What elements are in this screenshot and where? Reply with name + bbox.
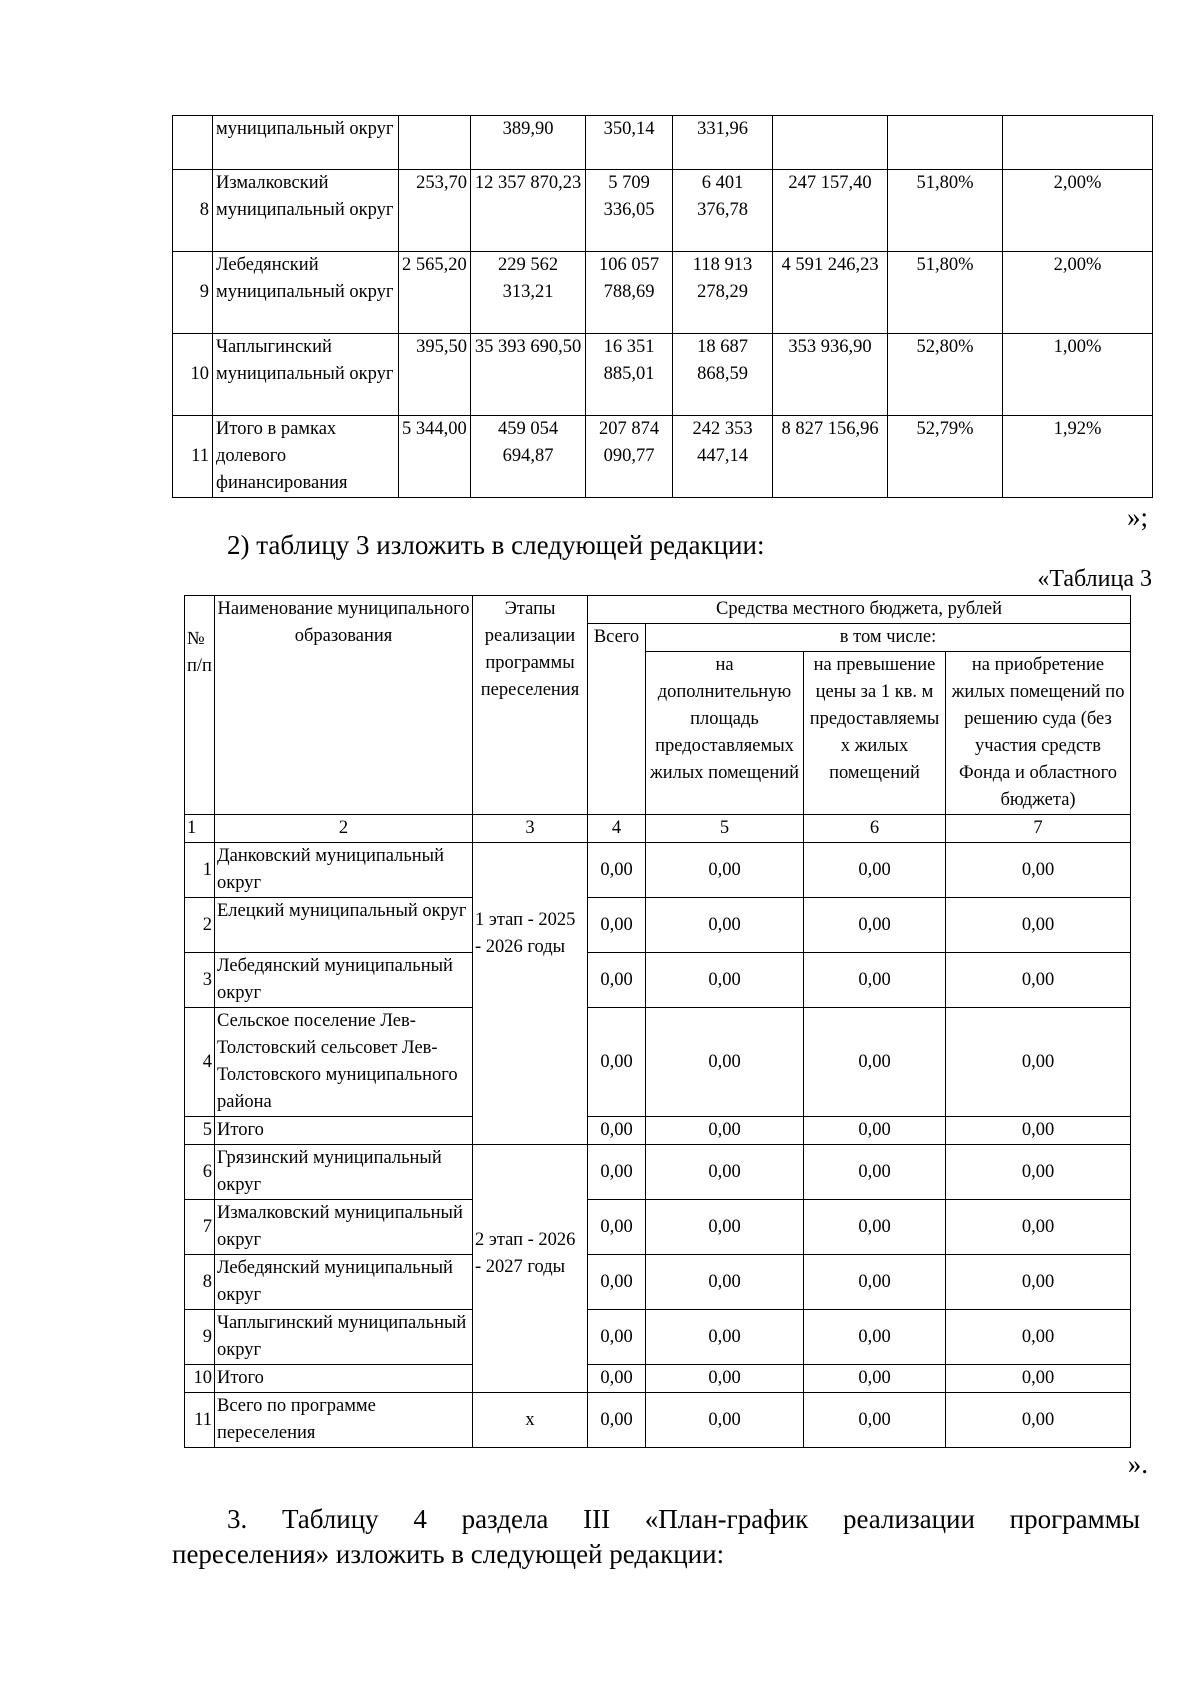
- header-total: Всего: [588, 624, 646, 815]
- municipality-name: Итого: [215, 1365, 473, 1393]
- col7-value: 0,00: [946, 843, 1131, 898]
- col7-value: 0,00: [946, 1008, 1131, 1117]
- total-value: 0,00: [588, 1255, 646, 1310]
- local-value: 353 936,90: [773, 334, 888, 416]
- col5-value: 0,00: [646, 843, 804, 898]
- regional-value: 242 353 447,14: [673, 416, 773, 498]
- table-header-row: [185, 596, 1131, 624]
- para3-word: 3.: [227, 1504, 248, 1534]
- total-value: 0,00: [588, 1008, 646, 1117]
- table-row: [185, 1117, 1131, 1145]
- area-value: 2 565,20: [399, 252, 471, 334]
- para3-word: реализации: [842, 1504, 975, 1534]
- percent-value: 1,92%: [1003, 416, 1153, 498]
- total-value: 0,00: [588, 1200, 646, 1255]
- percent-value: 1,00%: [1003, 334, 1153, 416]
- col6-value: 0,00: [804, 1008, 946, 1117]
- col7-value: 0,00: [946, 1145, 1131, 1200]
- area-value: 253,70: [399, 170, 471, 252]
- total-value: 0,00: [588, 1365, 646, 1393]
- col5-value: 0,00: [646, 1393, 804, 1448]
- percent-value: 2,00%: [1003, 252, 1153, 334]
- municipality-name: Лебедянский муниципальный округ: [213, 252, 399, 334]
- regional-value: 18 687 868,59: [673, 334, 773, 416]
- local-value: 247 157,40: [773, 170, 888, 252]
- table-row: [185, 1200, 1131, 1255]
- table-row: [185, 1255, 1131, 1310]
- municipality-name: Лебедянский муниципальный округ: [215, 953, 473, 1008]
- fund-value: 106 057 788,69: [586, 252, 673, 334]
- header-col5: на дополнительную площадь предоставляемых жилых помещений: [646, 652, 804, 815]
- area-value: 5 344,00: [399, 416, 471, 498]
- fund-value: 207 874 090,77: [586, 416, 673, 498]
- colnum: 2: [215, 815, 473, 843]
- row-number: 11: [185, 1393, 215, 1448]
- table-row: [173, 252, 1153, 334]
- col5-value: 0,00: [646, 1145, 804, 1200]
- colnum: 3: [473, 815, 588, 843]
- total-cost-value: 12 357 870,23: [471, 170, 586, 252]
- col6-value: 0,00: [804, 1393, 946, 1448]
- total-value: 0,00: [588, 1117, 646, 1145]
- col6-value: 0,00: [804, 953, 946, 1008]
- municipality-name: Измалковский муниципальный округ: [215, 1200, 473, 1255]
- row-number: 3: [185, 953, 215, 1008]
- col6-value: 0,00: [804, 843, 946, 898]
- total-value: 0,00: [588, 1310, 646, 1365]
- row-number: 8: [185, 1255, 215, 1310]
- percent-value: [888, 116, 1003, 170]
- table-row: [185, 1145, 1131, 1200]
- para3-word: раздела: [461, 1504, 549, 1534]
- table-row: [173, 170, 1153, 252]
- municipality-name: Грязинский муниципальный округ: [215, 1145, 473, 1200]
- row-number: 9: [173, 252, 213, 334]
- total-cost-value: 459 054 694,87: [471, 416, 586, 498]
- percent-value: 51,80%: [888, 170, 1003, 252]
- col6-value: 0,00: [804, 1200, 946, 1255]
- header-funds: Средства местного бюджета, рублей: [588, 596, 1131, 624]
- para3-word: программы: [1009, 1504, 1140, 1534]
- col7-value: 0,00: [946, 1393, 1131, 1448]
- column-number-row: [185, 815, 1131, 843]
- colnum: 5: [646, 815, 804, 843]
- local-value: [773, 116, 888, 170]
- table-row: [185, 953, 1131, 1008]
- col7-value: 0,00: [946, 953, 1131, 1008]
- municipality-name: Итого: [215, 1117, 473, 1145]
- percent-value: 52,80%: [888, 334, 1003, 416]
- col6-value: 0,00: [804, 898, 946, 953]
- municipality-name: муниципальный округ: [213, 116, 399, 170]
- col5-value: 0,00: [646, 1117, 804, 1145]
- percent-value: 2,00%: [1003, 170, 1153, 252]
- col6-value: 0,00: [804, 1145, 946, 1200]
- col7-value: 0,00: [946, 898, 1131, 953]
- municipality-name: Данковский муниципальный округ: [215, 843, 473, 898]
- area-value: [399, 116, 471, 170]
- row-number: 7: [185, 1200, 215, 1255]
- para3-word: Таблицу: [281, 1504, 379, 1534]
- fund-value: 5 709 336,05: [586, 170, 673, 252]
- total-value: 0,00: [588, 1393, 646, 1448]
- paragraph-2: 2) таблицу 3 изложить в следующей редакции:: [227, 530, 765, 560]
- para3-word: III: [583, 1504, 611, 1534]
- stage-cell: 1 этап - 2025 - 2026 годы: [473, 843, 588, 1145]
- regional-value: 118 913 278,29: [673, 252, 773, 334]
- header-col6: на превышение цены за 1 кв. м предоставляемы х жилых помещений: [804, 652, 946, 815]
- col5-value: 0,00: [646, 1200, 804, 1255]
- colnum: 4: [588, 815, 646, 843]
- percent-value: 52,79%: [888, 416, 1003, 498]
- total-value: 0,00: [588, 1145, 646, 1200]
- col6-value: 0,00: [804, 1117, 946, 1145]
- funding-table-continuation: [172, 115, 1153, 498]
- row-number: 1: [185, 843, 215, 898]
- total-value: 0,00: [588, 898, 646, 953]
- municipality-name: Измалковский муниципальный округ: [213, 170, 399, 252]
- col5-value: 0,00: [646, 1255, 804, 1310]
- fund-value: 350,14: [586, 116, 673, 170]
- row-number: 10: [185, 1365, 215, 1393]
- row-number: 9: [185, 1310, 215, 1365]
- row-number: 10: [173, 334, 213, 416]
- paragraph-3-line-2: переселения» изложить в следующей редакции:: [172, 1539, 725, 1569]
- row-number: 11: [173, 416, 213, 498]
- table-row: [173, 116, 1153, 170]
- header-including: в том числе:: [646, 624, 1131, 652]
- col5-value: 0,00: [646, 1008, 804, 1117]
- municipality-name: Всего по программе переселения: [215, 1393, 473, 1448]
- header-num: № п/п: [185, 596, 215, 815]
- closing-quote: »;: [1126, 502, 1148, 532]
- local-budget-table: [184, 595, 1131, 1448]
- col7-value: 0,00: [946, 1365, 1131, 1393]
- closing-quote: ».: [1127, 1449, 1148, 1479]
- table-row: [173, 416, 1153, 498]
- table-row: [185, 1008, 1131, 1117]
- header-name: Наименование муниципального образования: [215, 596, 473, 815]
- col5-value: 0,00: [646, 1310, 804, 1365]
- colnum: 7: [946, 815, 1131, 843]
- total-cost-value: 229 562 313,21: [471, 252, 586, 334]
- percent-value: [1003, 116, 1153, 170]
- municipality-name: Елецкий муниципальный округ: [215, 898, 473, 953]
- col6-value: 0,00: [804, 1310, 946, 1365]
- colnum: 6: [804, 815, 946, 843]
- table-row: [185, 843, 1131, 898]
- paragraph-3-line-1: [172, 1502, 1140, 1536]
- col5-value: 0,00: [646, 898, 804, 953]
- table-caption: «Таблица 3: [1037, 566, 1152, 592]
- regional-value: 331,96: [673, 116, 773, 170]
- para3-word: 4: [413, 1504, 427, 1534]
- stage-cell: х: [473, 1393, 588, 1448]
- header-stages: Этапы реализации программы переселения: [473, 596, 588, 815]
- row-number: 6: [185, 1145, 215, 1200]
- table-row: [185, 1393, 1131, 1448]
- row-number: 8: [173, 170, 213, 252]
- municipality-name: Чаплыгинский муниципальный округ: [213, 334, 399, 416]
- regional-value: 6 401 376,78: [673, 170, 773, 252]
- area-value: 395,50: [399, 334, 471, 416]
- col7-value: 0,00: [946, 1255, 1131, 1310]
- col7-value: 0,00: [946, 1200, 1131, 1255]
- header-col7: на приобретение жилых помещений по решению суда (без участия средств Фонда и областного бюджета): [946, 652, 1131, 815]
- col5-value: 0,00: [646, 953, 804, 1008]
- row-number: 2: [185, 898, 215, 953]
- total-cost-value: 35 393 690,50: [471, 334, 586, 416]
- stage-cell: 2 этап - 2026 - 2027 годы: [473, 1145, 588, 1393]
- col7-value: 0,00: [946, 1117, 1131, 1145]
- local-value: 4 591 246,23: [773, 252, 888, 334]
- total-value: 0,00: [588, 953, 646, 1008]
- col6-value: 0,00: [804, 1365, 946, 1393]
- percent-value: 51,80%: [888, 252, 1003, 334]
- table-row: [185, 1310, 1131, 1365]
- col5-value: 0,00: [646, 1365, 804, 1393]
- municipality-name: Сельское поселение Лев-Толстовский сельсовет Лев-Толстовского муниципального района: [215, 1008, 473, 1117]
- fund-value: 16 351 885,01: [586, 334, 673, 416]
- municipality-name: Чаплыгинский муниципальный округ: [215, 1310, 473, 1365]
- row-number: 4: [185, 1008, 215, 1117]
- municipality-name: Лебедянский муниципальный округ: [215, 1255, 473, 1310]
- col7-value: 0,00: [946, 1310, 1131, 1365]
- col6-value: 0,00: [804, 1255, 946, 1310]
- table-row: [173, 334, 1153, 416]
- total-value: 0,00: [588, 843, 646, 898]
- municipality-name: Итого в рамках долевого финансирования: [213, 416, 399, 498]
- row-number: [173, 116, 213, 170]
- table-row: [185, 898, 1131, 953]
- para3-word: «План-график: [644, 1504, 809, 1534]
- table-row: [185, 1365, 1131, 1393]
- row-number: 5: [185, 1117, 215, 1145]
- colnum: 1: [185, 815, 215, 843]
- total-cost-value: 389,90: [471, 116, 586, 170]
- local-value: 8 827 156,96: [773, 416, 888, 498]
